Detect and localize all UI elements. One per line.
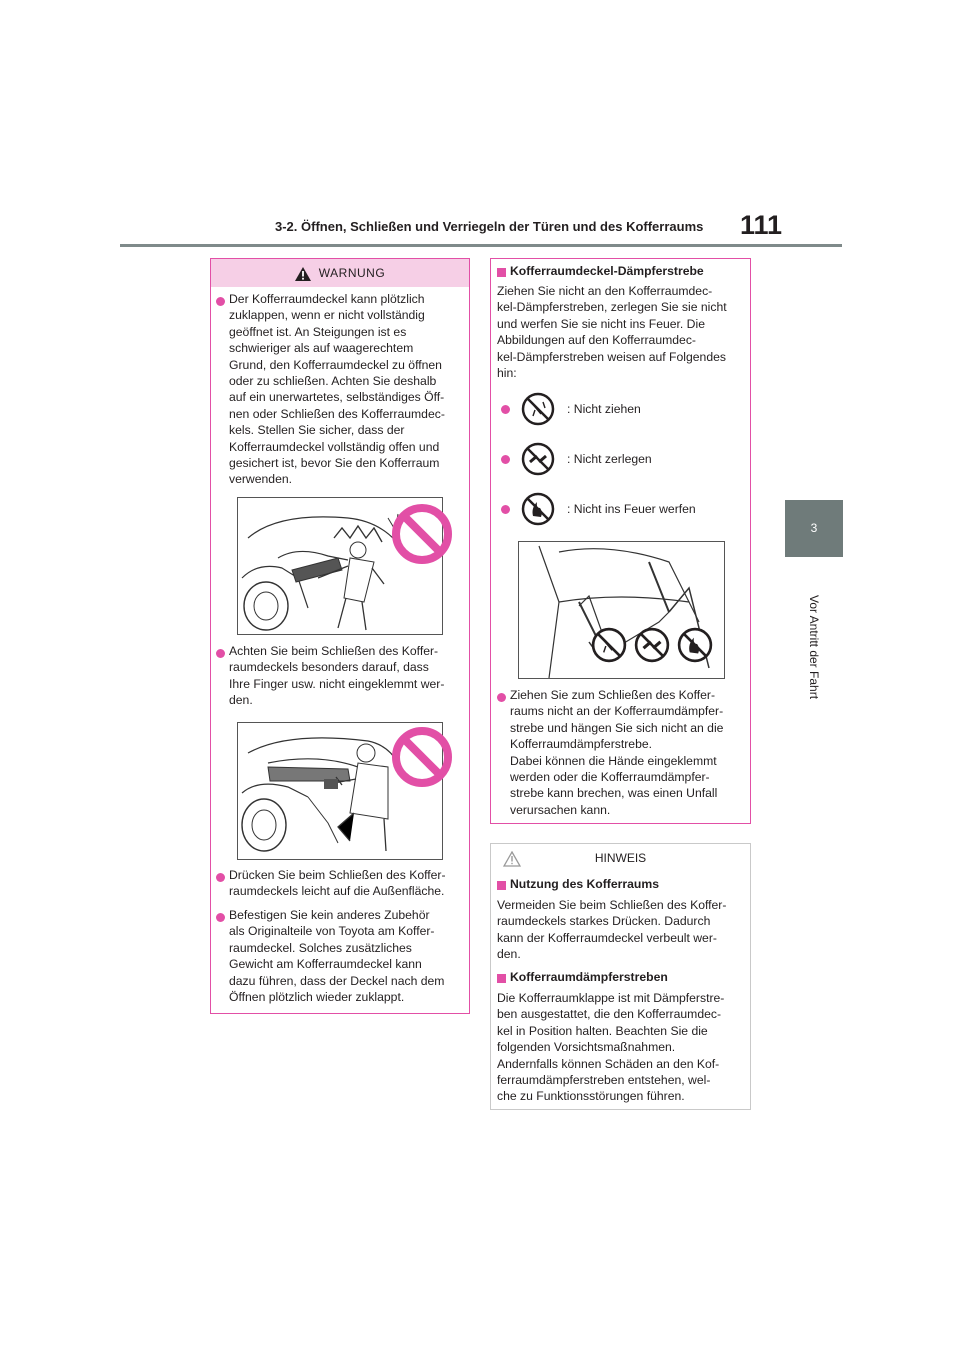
damper-closing-item: Ziehen Sie zum Schließen des Koffer- raums nicht an der Kofferraumdämpfer- strebe und hängen Sie sich nicht an die Kofferraumdämpferstrebe. Dabei können die Hände eingeklemmt werden oder die Kofferraumdämpfer- strebe kann brechen, was einen Unfall verursachen kann. <box>510 688 724 817</box>
section-marker <box>497 974 506 983</box>
no-fire-icon <box>677 627 713 663</box>
notice-box <box>490 843 751 1110</box>
chapter-title: Vor Antritt der Fahrt <box>807 594 821 700</box>
warning-triangle-icon <box>295 267 311 281</box>
warning-item-2: Achten Sie beim Schließen des Koffer- raumdeckels besonders darauf, dass Ihre Finger usw. nicht eingeklemmt wer- den. <box>229 644 445 708</box>
bullet <box>216 873 225 882</box>
no-disassembly-icon <box>634 627 670 663</box>
caution-triangle-icon <box>503 851 521 867</box>
bullet <box>216 297 225 306</box>
damper-heading: Kofferraumdeckel-Dämpferstrebe <box>510 264 704 278</box>
warning-item-1: Der Kofferraumdeckel kann plötzlich zuklappen, wenn er nicht vollständig geöffnet ist. An Steigungen ist es schwieriger als auf waagerechtem Grund, den Kofferraumdeckel zu öffnen oder zu schließen. Achten Sie deshalb auf ein unerwartetes, selbständiges Öff- nen oder Schließen des Kofferraumdec- kels. Stellen Sie sicher, dass der Kofferraumdeckel vollständig offen und gesichert ist, bevor Sie den Kofferraum verwenden. <box>229 292 445 487</box>
section-marker <box>497 881 506 890</box>
bullet <box>497 693 506 702</box>
notice-sec1-heading: Nutzung des Kofferraums <box>510 877 659 891</box>
bullet <box>216 913 225 922</box>
no-fire-icon <box>521 492 555 526</box>
bullet <box>501 455 510 464</box>
section-title: 3-2. Öffnen, Schließen und Verriegeln der Türen und des Kofferraums <box>275 219 704 234</box>
chapter-tab: 3 <box>785 500 843 557</box>
symbol-label-no-pulling: : Nicht ziehen <box>567 402 641 416</box>
no-pulling-icon <box>591 627 627 663</box>
warning-item-4: Befestigen Sie kein anderes Zubehör als Originalteile von Toyota am Koffer- raumdeckel. Solches zusätzliches Gewicht am Kofferraumdeckel kann dazu führen, dass der Deckel nach dem Öffnen plötzlich wieder zuklappt. <box>229 908 445 1005</box>
bullet <box>501 505 510 514</box>
bullet <box>216 649 225 658</box>
notice-sec2-heading: Kofferraumdämpferstreben <box>510 970 668 984</box>
no-disassembly-icon <box>521 442 555 476</box>
symbol-label-no-fire: : Nicht ins Feuer werfen <box>567 502 696 516</box>
notice-sec1-text: Vermeiden Sie beim Schließen des Koffer- raumdeckels starkes Drücken. Dadurch kann der Kofferraumdeckel verbeult wer- den. <box>497 898 727 962</box>
bullet <box>501 405 510 414</box>
warning-box <box>210 258 470 1014</box>
warning-item-3: Drücken Sie beim Schließen des Koffer- raumdeckels leicht auf die Außenfläche. <box>229 868 446 899</box>
header-rule <box>120 244 842 247</box>
section-marker <box>497 268 506 277</box>
page-number: 111 <box>740 210 783 240</box>
damper-warning-box <box>490 258 751 824</box>
no-pulling-icon <box>521 392 555 426</box>
damper-intro: Ziehen Sie nicht an den Kofferraumdec- kel-Dämpferstreben, zerlegen Sie sie nicht und werfen Sie sie nicht ins Feuer. Die Abbildungen auf den Kofferraumdec- kel-Dämpferstreben weisen auf Folgendes hin: <box>497 284 727 381</box>
warning-header: WARNUNG <box>211 259 469 287</box>
notice-header: HINWEIS <box>491 844 750 872</box>
prohibition-icon <box>391 726 453 788</box>
symbol-label-no-disassembly: : Nicht zerlegen <box>567 452 652 466</box>
prohibition-icon <box>391 503 453 565</box>
notice-sec2-text: Die Kofferraumklappe ist mit Dämpferstre- ben ausgestattet, die den Kofferraumdec- kel in Position halten. Beachten Sie die folgenden Vorsichtsmaßnahmen. Andernfalls können Schäden an den Kof- ferraumdämpferstreben entstehen, wel- che zu Funktionsstörungen führen. <box>497 991 725 1104</box>
